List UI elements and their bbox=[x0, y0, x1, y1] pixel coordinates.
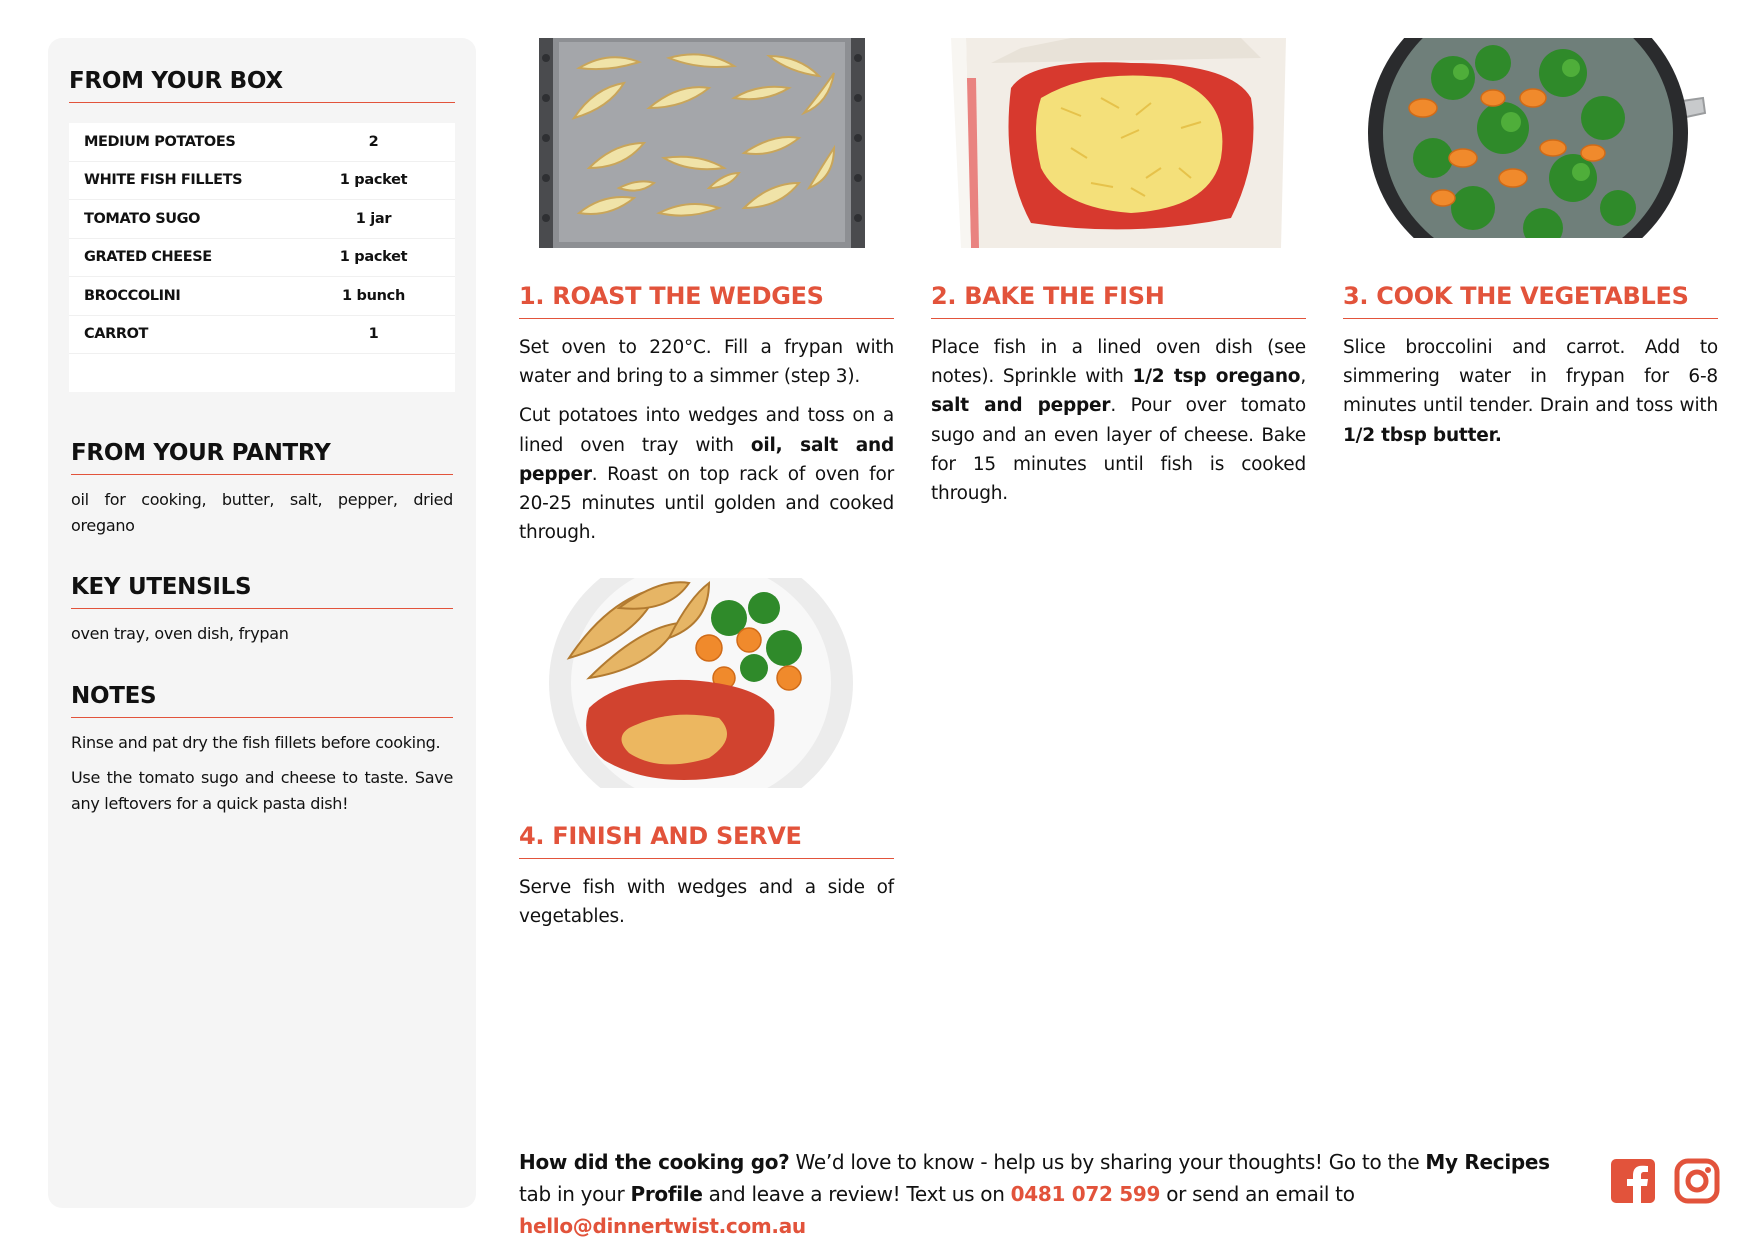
ingredient-qty: 1 packet bbox=[339, 249, 408, 266]
step-4 bbox=[519, 578, 894, 931]
ingredients-table bbox=[69, 123, 455, 392]
notes-section bbox=[69, 683, 453, 817]
step-text: Place fish in a lined oven dish (see notes). Sprinkle with 1/2 tsp oregano, salt and pepper. Pour over tomato sugo and an even layer of cheese. Bake for 15 minutes until fish is cooked through. bbox=[931, 337, 1306, 505]
email-link[interactable]: hello@dinnertwist.com.au bbox=[519, 1214, 806, 1238]
step-title: 1. ROAST THE WEDGES bbox=[519, 282, 894, 319]
phone-link[interactable]: 0481 072 599 bbox=[1010, 1182, 1161, 1206]
table-spacer bbox=[69, 354, 455, 392]
pantry-text: oil for cooking, butter, salt, pepper, dried oregano bbox=[71, 490, 453, 535]
utensils-heading: KEY UTENSILS bbox=[71, 574, 453, 609]
ingredient-qty: 1 packet bbox=[339, 172, 408, 189]
step-text: Slice broccolini and carrot. Add to simmering water in frypan for 6-8 minutes until tender. Drain and toss with 1/2 tbsp butter. bbox=[1343, 337, 1718, 446]
utensils-text: oven tray, oven dish, frypan bbox=[71, 624, 289, 644]
step-title: 3. COOK THE VEGETABLES bbox=[1343, 282, 1718, 319]
notes-heading: NOTES bbox=[71, 683, 453, 718]
from-your-box-heading: FROM YOUR BOX bbox=[69, 68, 455, 103]
step-text: Serve fish with wedges and a side of vegetables. bbox=[519, 877, 894, 928]
ingredient-name: MEDIUM POTATOES bbox=[84, 133, 236, 150]
ingredient-qty: 1 bbox=[368, 326, 379, 343]
step-text: Cut potatoes into wedges and toss on a lined oven tray with oil, salt and pepper. Roast on top rack of oven for 20-25 minutes until golden and cooked through. bbox=[519, 405, 894, 544]
step-2 bbox=[931, 38, 1306, 508]
feedback-footer: How did the cooking go? We’d love to know - help us by sharing your thoughts! Go to the My Recipes tab in your Profile and leave a review! Text us on 0481 072 599 or send an email to hello@dinnertwist.com.au bbox=[519, 1150, 1550, 1238]
vegetables-photo bbox=[1343, 38, 1718, 248]
wedges-photo bbox=[519, 38, 894, 248]
ingredient-name: CARROT bbox=[84, 326, 149, 343]
ingredient-name: WHITE FISH FILLETS bbox=[84, 172, 243, 189]
table-row bbox=[69, 200, 455, 239]
table-row bbox=[69, 316, 455, 355]
step-1 bbox=[519, 38, 894, 548]
ingredients-sidebar bbox=[48, 38, 476, 1208]
fish-photo bbox=[931, 38, 1306, 248]
facebook-icon[interactable] bbox=[1610, 1158, 1656, 1204]
step-title: 2. BAKE THE FISH bbox=[931, 282, 1306, 319]
utensils-section bbox=[69, 574, 453, 647]
table-row bbox=[69, 162, 455, 201]
feedback-question: How did the cooking go? bbox=[519, 1150, 790, 1174]
social-links bbox=[1610, 1158, 1720, 1204]
ingredient-qty: 1 bunch bbox=[342, 287, 405, 304]
profile-link: Profile bbox=[630, 1182, 703, 1206]
note-text: Use the tomato sugo and cheese to taste. Save any leftovers for a quick pasta dish! bbox=[71, 768, 453, 813]
step-text: Set oven to 220°C. Fill a frypan with water and bring to a simmer (step 3). bbox=[519, 337, 894, 388]
pantry-section bbox=[69, 440, 453, 538]
ingredient-name: GRATED CHEESE bbox=[84, 249, 212, 266]
table-row bbox=[69, 277, 455, 316]
ingredient-qty: 1 jar bbox=[355, 210, 392, 227]
ingredient-qty: 2 bbox=[368, 133, 379, 150]
pantry-heading: FROM YOUR PANTRY bbox=[71, 440, 453, 475]
table-row bbox=[69, 123, 455, 162]
step-3 bbox=[1343, 38, 1718, 450]
ingredient-name: BROCCOLINI bbox=[84, 287, 181, 304]
table-row bbox=[69, 239, 455, 278]
my-recipes-link: My Recipes bbox=[1425, 1150, 1550, 1174]
instagram-icon[interactable] bbox=[1674, 1158, 1720, 1204]
finished-dish-photo bbox=[519, 578, 894, 788]
step-title: 4. FINISH AND SERVE bbox=[519, 822, 894, 859]
ingredient-name: TOMATO SUGO bbox=[84, 210, 201, 227]
note-text: Rinse and pat dry the fish fillets before cooking. bbox=[71, 732, 441, 752]
